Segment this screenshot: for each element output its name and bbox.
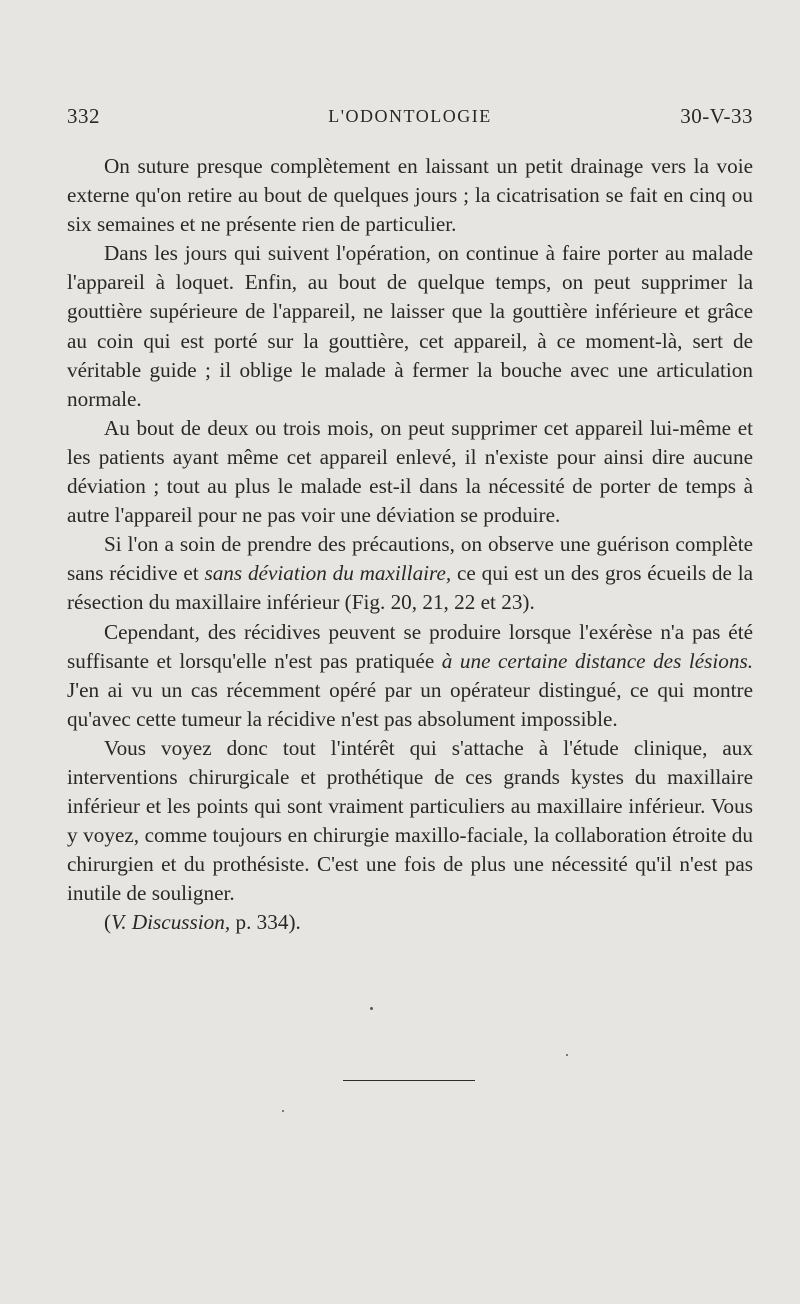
cross-reference: [67, 908, 753, 937]
paper-speck: [370, 1007, 373, 1010]
paragraph: Au bout de deux ou trois mois, on peut supprimer cet appareil lui-même et les patients ayant même cet appareil enlevé, il n'existe pour ainsi dire aucune déviation ; tout au plus le malade est-il dans la nécessité de porter de temps à autre l'appareil pour ne pas voir une déviation se produire.: [67, 415, 753, 528]
page-number: 332: [67, 104, 100, 128]
paper-speck: [566, 1054, 568, 1056]
paragraph: On suture presque complètement en laissant un petit drainage vers la voie externe qu'on retire au bout de quelques jours ; la cicatrisation se fait en cinq ou six semaines et ne présente rien de particulier.: [67, 154, 753, 237]
paragraph: Vous voyez donc tout l'intérêt qui s'attache à l'étude clinique, aux interventions chirurgicale et prothétique de ces grands kystes du maxillaire inférieur et les points qui sont vraiment particuliers au maxillaire inférieur. Vous y voyez, comme toujours en chirurgie maxillo-faciale, la collaboration étroite du chirurgien et du prothésiste. C'est une fois de plus une nécessité qu'il n'est pas inutile de souligner.: [67, 735, 753, 906]
paragraph-text: (: [104, 910, 112, 935]
end-rule: [343, 1080, 475, 1081]
running-head: [67, 104, 753, 134]
paragraph-text: Si l'on a soin de prendre des précautions, on observe une guérison complète sans récidive et: [67, 532, 753, 586]
italic-phrase: à une certaine distance des lésions.: [441, 648, 753, 673]
paragraph-text: ce qui est un des gros écueils de la résection du maxillaire inférieur (Fig. 20, 21, 22 et 23).: [67, 561, 753, 615]
italic-phrase: V. Discussion,: [111, 910, 231, 935]
paragraph: Dans les jours qui suivent l'opération, on continue à faire porter au malade l'appareil à loquet. Enfin, au bout de quelque temps, on peut supprimer la gouttière supérieure de l'appareil, ne laisser que la gouttière inférieure et grâce au coin qui est porté sur la gouttière, cet appareil, à ce moment-là, sert de véritable guide ; il oblige le malade à fermer la bouche avec une articulation normale.: [67, 241, 753, 411]
paragraph: [67, 618, 753, 734]
journal-title: L'ODONTOLOGIE: [328, 106, 492, 126]
paragraph-text: Cependant, des récidives peuvent se produire lorsque l'exérèse n'a pas été suffisante et lorsqu'elle n'est pas pratiquée: [67, 619, 753, 673]
paragraph-text: J'en ai vu un cas récemment opéré par un opérateur distingué, ce qui montre qu'avec cette tumeur la récidive n'est pas absolument impossible.: [67, 677, 753, 731]
italic-phrase: sans déviation du maxillaire,: [204, 561, 452, 586]
body-text: [67, 152, 753, 938]
paragraph: [67, 530, 753, 617]
paper-speck: [282, 1110, 284, 1112]
issue-date: 30-V-33: [680, 104, 753, 128]
paragraph-text: p. 334).: [230, 910, 301, 935]
